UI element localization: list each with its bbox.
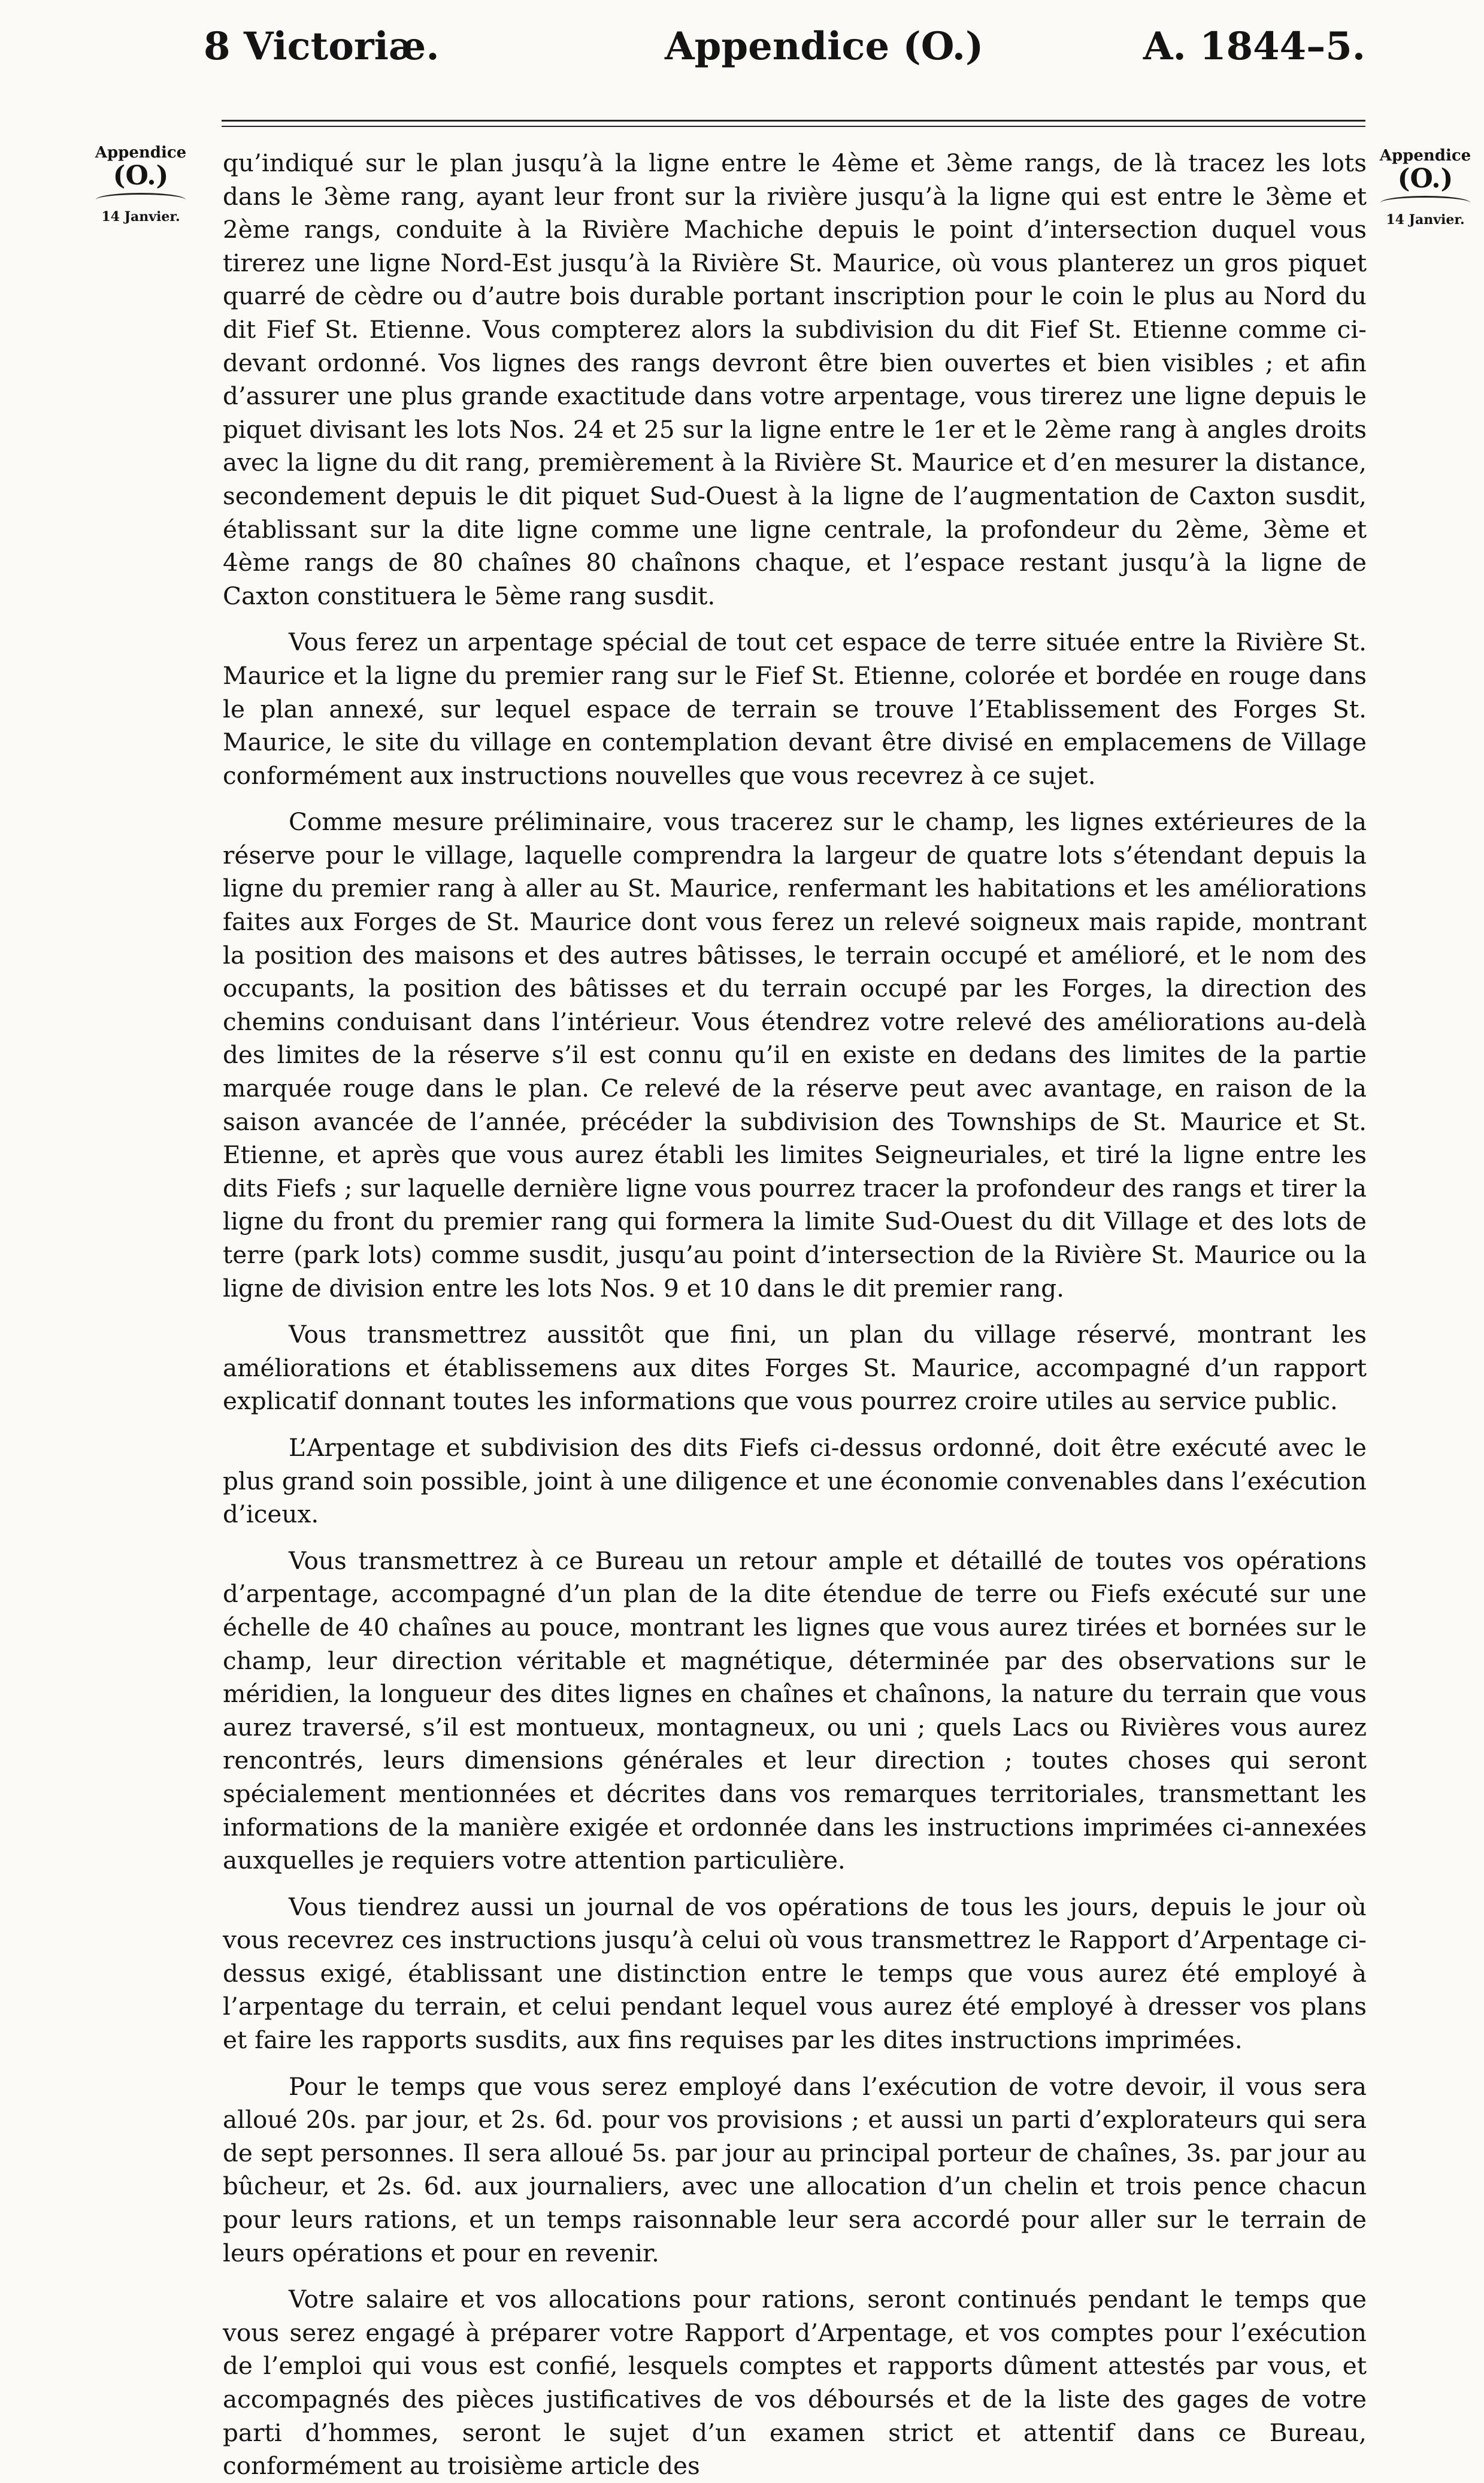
header-title: Appendice (O.) bbox=[665, 24, 984, 69]
margin-note-left bbox=[90, 144, 192, 225]
margin-brace bbox=[96, 193, 186, 207]
margin-letter: (O.) bbox=[113, 161, 169, 191]
margin-label: Appendice bbox=[1379, 147, 1471, 165]
margin-note-right bbox=[1374, 147, 1476, 228]
paragraph: Vous transmettrez aussitôt que fini, un plan du village réservé, montrant les améliorations et établissemens aux dites Forges St. Maurice, accompagné d’un rapport explicatif donnant toutes les informations que vous pourrez croire utiles au service public. bbox=[223, 1320, 1367, 1416]
header-rule-bottom bbox=[222, 126, 1365, 127]
header-session: A. 1844–5. bbox=[1143, 24, 1365, 69]
paragraph: Comme mesure préliminaire, vous tracerez sur le champ, les lignes extérieures de la réserve pour le village, laquelle comprendra la largeur de quatre lots s’étendant depuis la ligne du premier rang à aller au St. Maurice, renfermant les habitations et les améliorations faites aux Forges de St. Maurice dont vous ferez un relevé soigneux mais rapide, montrant la position des maisons et des autres bâtisses, le terrain occupé et amélioré, et le nom des occupants, la position des bâtisses et du terrain occupé par les Forges, la direction des chemins conduisant dans l’intérieur. Vous étendrez votre relevé des améliorations au-delà des limites de la réserve s’il est connu qu’il en existe en dedans des limites de la partie marquée rouge dans le plan. Ce relevé de la réserve peut avec avantage, en raison de la saison avancée de l’année, précéder la subdivision des Townships de St. Maurice et St. Etienne, et après que vous aurez établi les limites Seigneuriales, et tiré la ligne entre les dits Fiefs ; sur laquelle dernière ligne vous pourrez tracer la profondeur des rangs et tirer la ligne du front du premier rang qui formera la limite Sud-Ouest du dit Village et des lots de terre (park lots) comme susdit, jusqu’au point d’intersection de la Rivière St. Maurice ou la ligne de division entre les lots Nos. 9 et 10 dans le dit premier rang. bbox=[223, 807, 1367, 1303]
paragraph: Pour le temps que vous serez employé dans l’exécution de votre devoir, il vous sera alloué 20s. par jour, et 2s. 6d. pour vos provisions ; et aussi un parti d’explorateurs qui sera de sept personnes. Il sera alloué 5s. par jour au principal porteur de chaînes, 3s. par jour au bûcheur, et 2s. 6d. aux journaliers, avec une allocation d’un chelin et trois pence chacun pour leurs rations, et un temps raisonnable leur sera accordé pour aller sur le terrain de leurs opérations et pour en revenir. bbox=[223, 2072, 1367, 2267]
margin-letter: (O.) bbox=[1397, 163, 1453, 194]
header-regnal-year: 8 Victoriæ. bbox=[204, 24, 440, 69]
margin-date: 14 Janvier. bbox=[101, 209, 180, 225]
paragraph: Vous ferez un arpentage spécial de tout cet espace de terre située entre la Rivière St. Maurice et la ligne du premier rang sur le Fief St. Etienne, colorée et bordée en rouge dans le plan annexé, sur lequel espace de terrain se trouve l’Etablissement des Forges St. Maurice, le site du village en contemplation devant être divisé en emplacemens de Village conformément aux instructions nouvelles que vous recevrez à ce sujet. bbox=[223, 628, 1367, 790]
margin-brace bbox=[1380, 196, 1470, 210]
body-text bbox=[223, 147, 1367, 2481]
header-rule-top bbox=[222, 120, 1365, 122]
paragraph: Vous tiendrez aussi un journal de vos opérations de tous les jours, depuis le jour où vous recevrez ces instructions jusqu’à celui où vous transmettrez le Rapport d’Arpentage ci-dessus exigé, établissant une distinction entre le temps que vous aurez été employé à l’arpentage du terrain, et celui pendant lequel vous aurez été employé à dresser vos plans et faire les rapports susdits, aux fins requises par les dites instructions imprimées. bbox=[223, 1892, 1367, 2055]
paragraph: Votre salaire et vos allocations pour rations, seront continués pendant le temps que vous serez engagé à préparer votre Rapport d’Arpentage, et vos comptes pour l’exécution de l’emploi qui vous est confié, lesquels comptes et rapports dûment attestés par vous, et accompagnés des pièces justificatives de vos déboursés et de la liste des gages de votre parti d’hommes, seront le sujet d’un examen strict et attentif dans ce Bureau, conformément au troisième article des bbox=[223, 2285, 1367, 2481]
paragraph: qu’indiqué sur le plan jusqu’à la ligne entre le 4ème et 3ème rangs, de là tracez les lots dans le 3ème rang, ayant leur front sur la rivière jusqu’à la ligne qui est entre le 3ème et 2ème rangs, conduite à la Rivière Machiche depuis le point d’intersection duquel vous tirerez une ligne Nord-Est jusqu’à la Rivière St. Maurice, où vous planterez un gros piquet quarré de cèdre ou d’autre bois durable portant inscription pour le coin le plus au Nord du dit Fief St. Etienne. Vous compterez alors la subdivision du dit Fief St. Etienne comme ci-devant ordonné. Vos lignes des rangs devront être bien ouvertes et bien visibles ; et afin d’assurer une plus grande exactitude dans votre arpentage, vous tirerez une ligne depuis le piquet divisant les lots Nos. 24 et 25 sur la ligne entre le 1er et le 2ème rang à angles droits avec la ligne du dit rang, premièrement à la Rivière St. Maurice et d’en mesurer la distance, secondement depuis le dit piquet Sud-Ouest à la ligne de l’augmentation de Caxton susdit, établissant sur la dite ligne comme une ligne centrale, la profondeur du 2ème, 3ème et 4ème rangs de 80 chaînes 80 chaînons chaque, et l’espace restant jusqu’à la ligne de Caxton constituera le 5ème rang susdit. bbox=[223, 149, 1367, 610]
margin-date: 14 Janvier. bbox=[1386, 212, 1465, 228]
paragraph: L’Arpentage et subdivision des dits Fiefs ci-dessus ordonné, doit être exécuté avec le plus grand soin possible, joint à une diligence et une économie convenables dans l’exécution d’iceux. bbox=[223, 1433, 1367, 1529]
running-header bbox=[204, 24, 1365, 102]
margin-label: Appendice bbox=[95, 144, 187, 162]
paragraph: Vous transmettrez à ce Bureau un retour ample et détaillé de toutes vos opérations d’arpentage, accompagné d’un plan de la dite étendue de terre ou Fiefs exécuté sur une échelle de 40 chaînes au pouce, montrant les lignes que vous aurez tirées et bornées sur le champ, leur direction véritable et magnétique, déterminée par des observations sur le méridien, la longueur des dites lignes en chaînes et chaînons, la nature du terrain que vous aurez traversé, s’il est montueux, montagneux, ou uni ; quels Lacs ou Rivières vous aurez rencontrés, leurs dimensions générales et leur direction ; toutes choses qui seront spécialement mentionnées et décrites dans vos remarques territoriales, transmettant les informations de la manière exigée et ordonnée dans les instructions imprimées ci-annexées auxquelles je requiers votre attention particulière. bbox=[223, 1546, 1367, 1875]
